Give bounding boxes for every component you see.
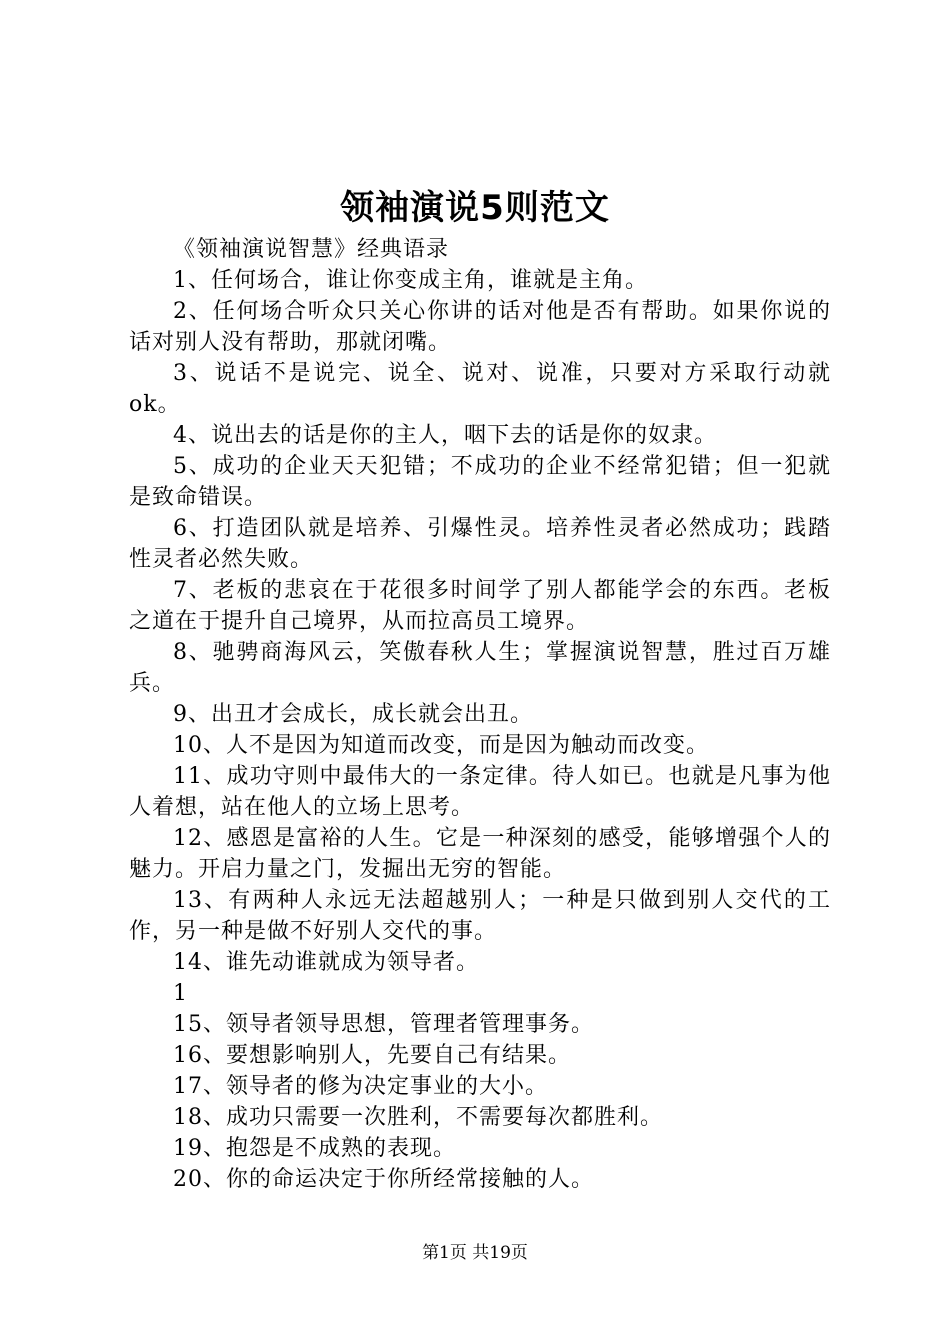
paragraph: 8、驰骋商海风云，笑傲春秋人生；掌握演说智慧，胜过百万雄兵。 (129, 640, 831, 696)
paragraph: 2、任何场合听众只关心你讲的话对他是否有帮助。如果你说的话对别人没有帮助，那就闭嘴。 (129, 299, 831, 355)
paragraph: 6、打造团队就是培养、引爆性灵。培养性灵者必然成功；践踏性灵者必然失败。 (129, 516, 831, 572)
paragraph: 16、要想影响别人，先要自己有结果。 (173, 1043, 571, 1068)
page-footer: 第1页 共19页 (422, 1243, 528, 1263)
paragraph: 1 (173, 981, 188, 1006)
paragraph: 15、领导者领导思想，管理者管理事务。 (173, 1012, 594, 1037)
paragraph: 《领袖演说智慧》经典语录 (173, 237, 450, 262)
paragraph: 18、成功只需要一次胜利，不需要每次都胜利。 (173, 1105, 663, 1130)
paragraph: 14、谁先动谁就成为领导者。 (173, 950, 479, 975)
paragraph: 7、老板的悲哀在于花很多时间学了别人都能学会的东西。老板之道在于提升自己境界，从而拉高员工境界。 (129, 578, 831, 634)
paragraph: 12、感恩是富裕的人生。它是一种深刻的感受，能够增强个人的魅力。开启力量之门，发掘出无穷的智能。 (129, 826, 831, 882)
paragraph: 20、你的命运决定于你所经常接触的人。 (173, 1167, 594, 1192)
paragraph: 17、领导者的修为决定事业的大小。 (173, 1074, 548, 1099)
document-title: 领袖演说5则范文 (340, 188, 610, 228)
paragraph: 11、成功守则中最伟大的一条定律。待人如已。也就是凡事为他人着想，站在他人的立场上思考。 (129, 764, 831, 820)
paragraph: 19、抱怨是不成熟的表现。 (173, 1136, 456, 1161)
paragraph: 5、成功的企业天天犯错；不成功的企业不经常犯错；但一犯就是致命错误。 (129, 454, 831, 510)
paragraph: 13、有两种人永远无法超越别人；一种是只做到别人交代的工作，另一种是做不好别人交代的事。 (129, 888, 831, 944)
paragraph: 9、出丑才会成长，成长就会出丑。 (173, 702, 533, 727)
document-body (129, 234, 831, 1195)
paragraph: 1、任何场合，谁让你变成主角，谁就是主角。 (173, 268, 648, 293)
paragraph: 3、说话不是说完、说全、说对、说准，只要对方采取行动就ok。 (129, 361, 831, 417)
paragraph: 10、人不是因为知道而改变，而是因为触动而改变。 (173, 733, 709, 758)
paragraph: 4、说出去的话是你的主人，咽下去的话是你的奴隶。 (173, 423, 717, 448)
